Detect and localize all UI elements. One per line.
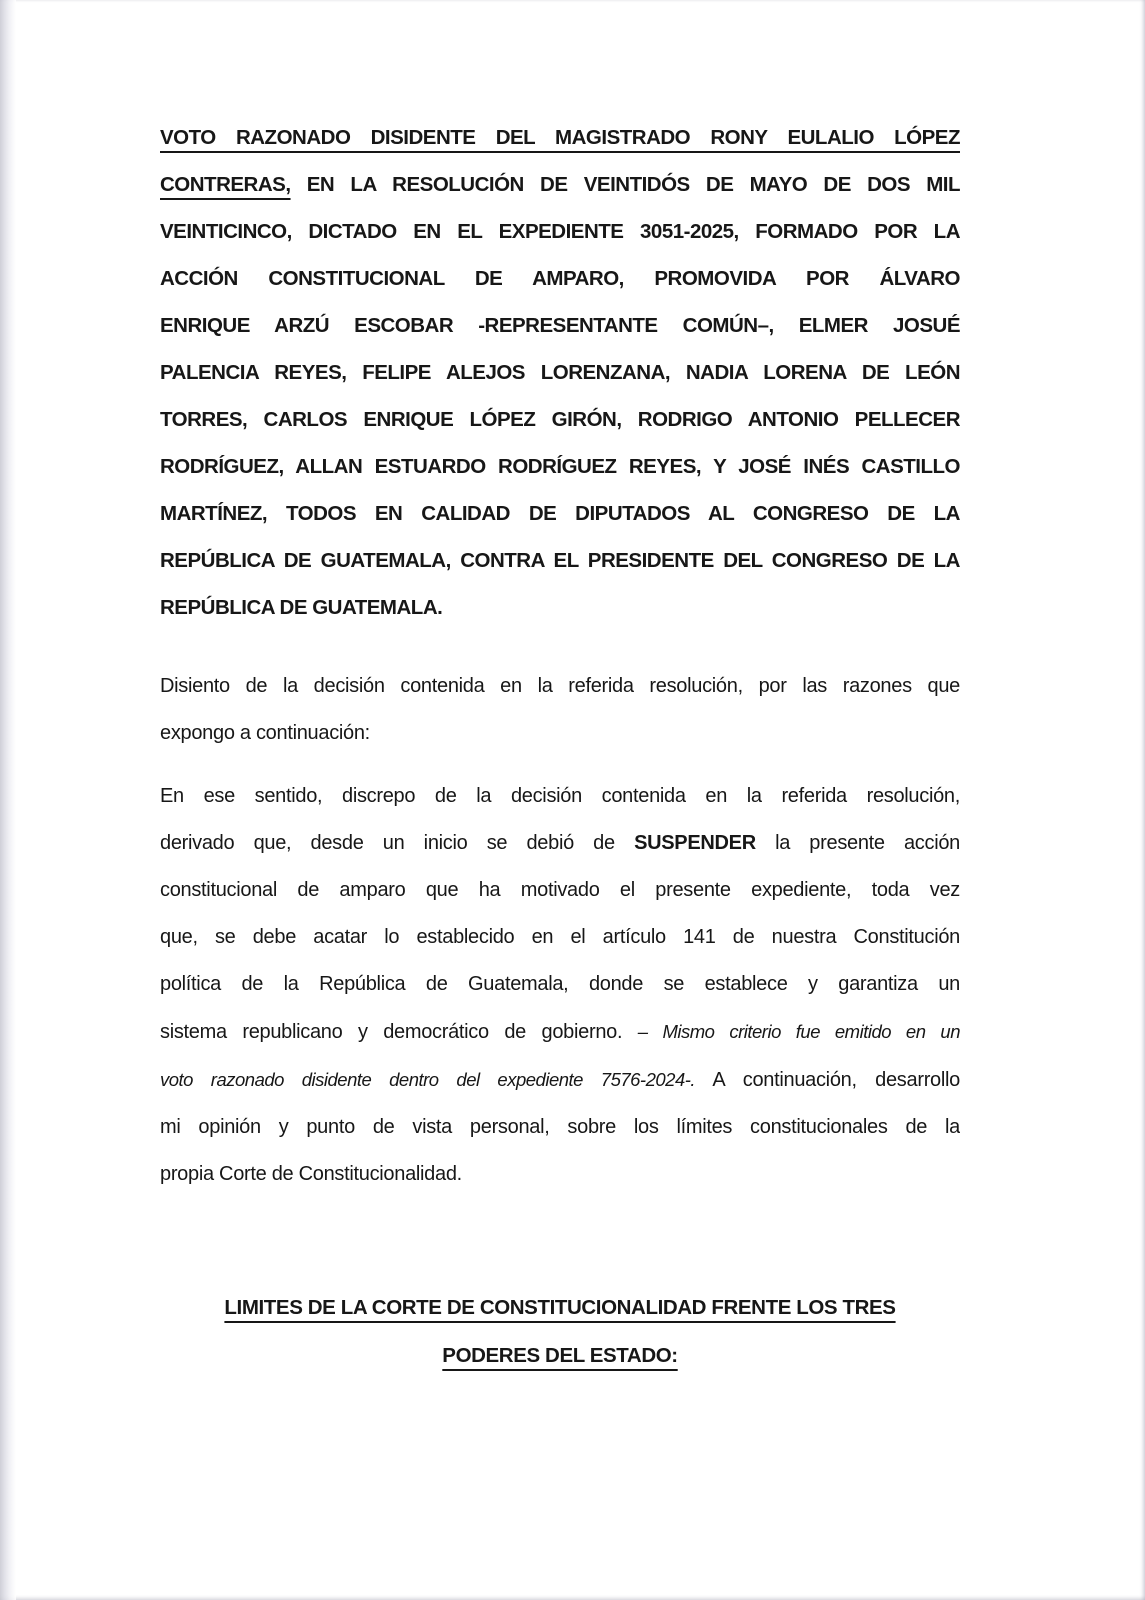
text-line — [160, 255, 960, 302]
text-line — [160, 490, 960, 537]
text-line — [160, 773, 960, 820]
text-run: la presente acción — [755, 832, 960, 854]
text-line — [160, 914, 960, 961]
text-line — [160, 663, 960, 710]
text-run: Disiento de la decisión contenida en la referida resolución, por las razones que — [160, 675, 960, 697]
text-run: propia Corte de Constitucionalidad. — [160, 1163, 462, 1185]
text-line — [160, 1056, 960, 1104]
text-run: derivado que, desde un inicio se debió de — [160, 832, 635, 854]
dissent-intro-paragraph — [160, 663, 960, 757]
section-heading — [160, 1284, 960, 1380]
text-line — [160, 584, 960, 631]
text-run: – Mismo criterio fue emitido en un — [637, 1021, 960, 1042]
text-line — [160, 710, 960, 757]
text-run: expongo a continuación: — [160, 722, 370, 744]
text-run: TORRES, CARLOS ENRIQUE LÓPEZ GIRÓN, RODRIGO ANTONIO PELLECER — [160, 408, 960, 431]
text-run: En ese sentido, discrepo de la decisión contenida en la referida resolución, — [160, 785, 960, 807]
text-run: VEINTICINCO, DICTADO EN EL EXPEDIENTE 3051-2025, FORMADO POR LA — [160, 220, 960, 243]
text-line — [160, 396, 960, 443]
text-run: REPÚBLICA DE GUATEMALA, CONTRA EL PRESIDENTE DEL CONGRESO DE LA — [160, 549, 960, 572]
text-line — [160, 302, 960, 349]
text-run: voto razonado disidente dentro del expediente 7576-2024-. — [160, 1069, 696, 1090]
text-line — [160, 443, 960, 490]
text-run: sistema republicano y democrático de gobierno. — [160, 1021, 638, 1043]
text-line — [160, 161, 960, 208]
text-run: mi opinión y punto de vista personal, sobre los límites constitucionales de la — [160, 1116, 960, 1138]
text-line — [160, 537, 960, 584]
document-content — [160, 114, 960, 1380]
text-run: VOTO RAZONADO DISIDENTE DEL MAGISTRADO RONY EULALIO LÓPEZ — [160, 126, 960, 149]
text-run: constitucional de amparo que ha motivado el presente expediente, toda vez — [160, 879, 960, 901]
title-paragraph — [160, 114, 960, 631]
text-run: LIMITES DE LA CORTE DE CONSTITUCIONALIDAD FRENTE LOS TRES — [224, 1296, 896, 1319]
text-run: SUSPENDER — [634, 832, 756, 854]
text-line — [160, 1151, 960, 1198]
text-run: política de la República de Guatemala, donde se establece y garantiza un — [160, 973, 960, 995]
text-run: EN LA RESOLUCIÓN DE VEINTIDÓS DE MAYO DE DOS MIL — [290, 173, 960, 196]
text-line — [160, 867, 960, 914]
text-line — [160, 961, 960, 1008]
text-line — [160, 1332, 960, 1380]
text-run: ENRIQUE ARZÚ ESCOBAR -REPRESENTANTE COMÚN–, ELMER JOSUÉ — [160, 314, 960, 337]
text-run: que, se debe acatar lo establecido en el artículo 141 de nuestra Constitución — [160, 926, 960, 948]
text-line — [160, 1008, 960, 1056]
text-run: REPÚBLICA DE GUATEMALA. — [160, 596, 443, 619]
text-run: PALENCIA REYES, FELIPE ALEJOS LORENZANA, NADIA LORENA DE LEÓN — [160, 361, 960, 384]
dissent-reasoning-paragraph — [160, 773, 960, 1198]
text-line — [160, 820, 960, 867]
text-run: A continuación, desarrollo — [695, 1069, 960, 1091]
text-line — [160, 1284, 960, 1332]
text-line — [160, 208, 960, 255]
text-run: ACCIÓN CONSTITUCIONAL DE AMPARO, PROMOVIDA POR ÁLVARO — [160, 267, 960, 290]
text-line — [160, 1104, 960, 1151]
text-run: PODERES DEL ESTADO: — [442, 1344, 678, 1367]
text-run: CONTRERAS, — [160, 173, 291, 196]
text-line — [160, 114, 960, 161]
text-run: MARTÍNEZ, TODOS EN CALIDAD DE DIPUTADOS AL CONGRESO DE LA — [160, 502, 960, 525]
text-line — [160, 349, 960, 396]
text-run: RODRÍGUEZ, ALLAN ESTUARDO RODRÍGUEZ REYES, Y JOSÉ INÉS CASTILLO — [160, 455, 960, 478]
